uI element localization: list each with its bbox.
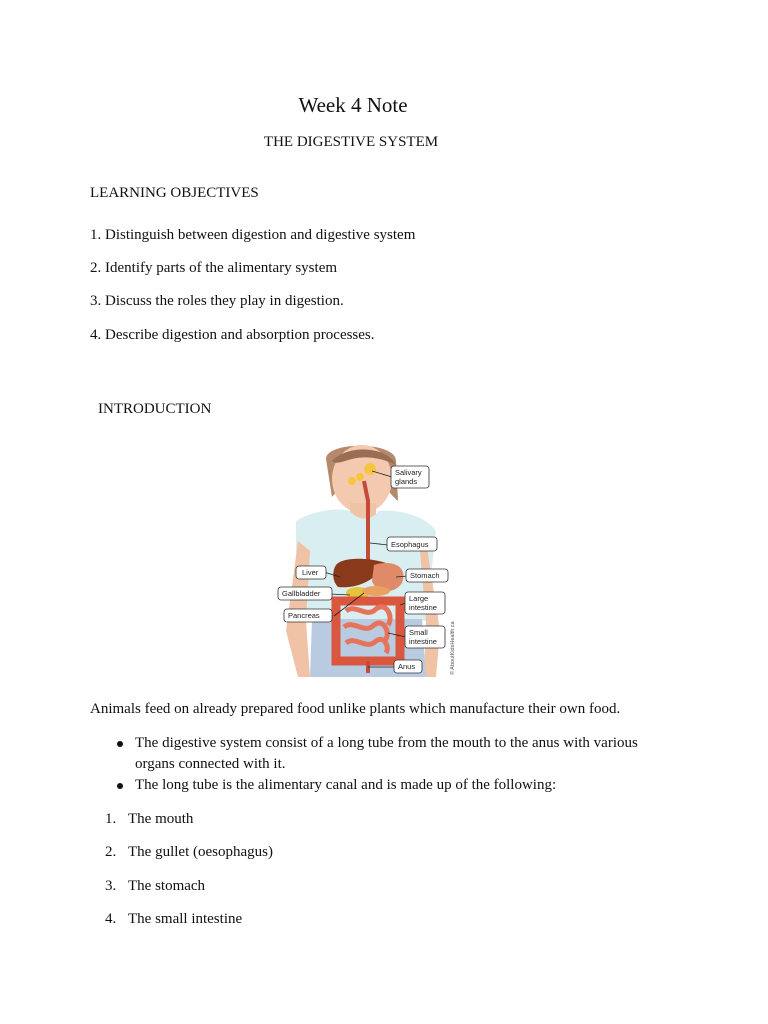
image-credit: © AboutKidsHealth.ca bbox=[450, 621, 456, 675]
label-salivary-glands: Salivary bbox=[395, 468, 422, 477]
objective-item: 3. Discuss the roles they play in digestion. bbox=[90, 293, 344, 309]
list-item: The mouth bbox=[128, 811, 194, 827]
digestive-system-diagram bbox=[276, 441, 462, 677]
label-liver: Liver bbox=[302, 568, 319, 577]
objective-item: 4. Describe digestion and absorption processes. bbox=[90, 327, 375, 343]
list-item: The gullet (oesophagus) bbox=[128, 844, 273, 860]
objective-item: 1. Distinguish between digestion and digestive system bbox=[90, 227, 416, 243]
introduction-heading: INTRODUCTION bbox=[98, 401, 212, 417]
label-gallbladder: Gallbladder bbox=[282, 589, 321, 598]
document-subtitle: THE DIGESTIVE SYSTEM bbox=[263, 134, 439, 150]
list-item: The stomach bbox=[128, 878, 206, 894]
svg-text:intestine: intestine bbox=[409, 637, 437, 646]
bullet-line: The long tube is the alimentary canal and is made up of the following: bbox=[135, 777, 557, 793]
svg-text:glands: glands bbox=[395, 477, 418, 486]
label-pancreas: Pancreas bbox=[288, 611, 320, 620]
objectives-heading: LEARNING OBJECTIVES bbox=[90, 185, 259, 201]
intro-paragraph: Animals feed on already prepared food unlike plants which manufacture their own food. bbox=[90, 701, 621, 717]
label-large-intestine: Large bbox=[409, 594, 429, 603]
list-number: 2. bbox=[105, 844, 117, 860]
list-number: 3. bbox=[105, 878, 117, 894]
label-stomach: Stomach bbox=[410, 571, 440, 580]
objective-item: 2. Identify parts of the alimentary system bbox=[90, 260, 338, 276]
document-title: Week 4 Note bbox=[298, 93, 408, 117]
label-esophagus: Esophagus bbox=[391, 540, 429, 549]
bullet-line: organs connected with it. bbox=[135, 756, 286, 772]
bullet-dot bbox=[117, 741, 123, 747]
bullet-dot bbox=[117, 783, 123, 789]
list-item: The small intestine bbox=[128, 911, 243, 927]
label-small-intestine: Small bbox=[409, 628, 428, 637]
list-number: 1. bbox=[105, 811, 117, 827]
bullet-line: The digestive system consist of a long tube from the mouth to the anus with various bbox=[135, 735, 638, 751]
label-anus: Anus bbox=[398, 662, 416, 671]
list-number: 4. bbox=[105, 911, 117, 927]
svg-text:intestine: intestine bbox=[409, 603, 437, 612]
